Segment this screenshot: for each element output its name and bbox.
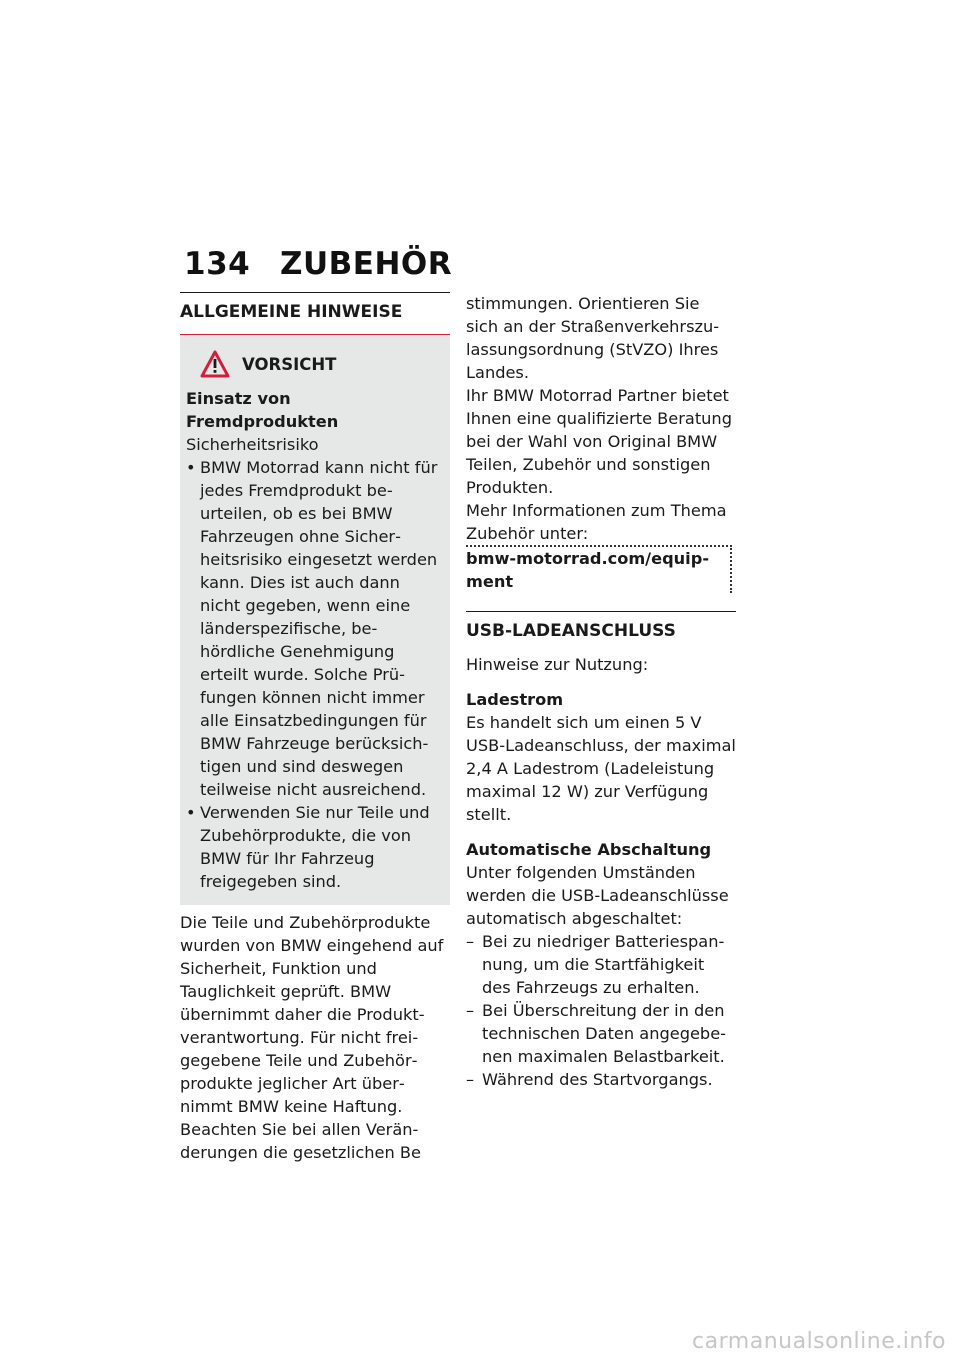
list-item: – Bei zu niedriger Batteriespannung, um die Startfähigkeit des Fahrzeugs zu erhalten.	[466, 930, 736, 999]
caution-box	[180, 334, 450, 905]
section-title-general-notes: ALLGEMEINE HINWEISE	[180, 292, 450, 334]
left-column	[180, 292, 450, 1164]
charging-current-text: Es handelt sich um einen 5 V USB-Ladeanschluss, der maximal 2,4 A Ladestrom (Ladeleistung maximal 12 W) zur Verfügung stellt.	[466, 713, 736, 824]
caution-bullets	[186, 456, 442, 893]
watermark: carmanualsonline.info	[692, 1329, 946, 1354]
paragraph-regulations-end: stimmungen. Orientieren Sie sich an der Straßenverkehrszulassungsordnung (StVZO) Ihres Landes.	[466, 294, 720, 382]
chapter-title: ZUBEHÖR	[280, 246, 453, 282]
page-header	[184, 244, 452, 284]
auto-shutoff-title: Automatische Abschaltung	[466, 840, 712, 859]
caution-risk: Sicherheitsrisiko	[186, 435, 319, 454]
paragraph-partner: Ihr BMW Motorrad Partner bietet Ihnen eine qualifizierte Beratung bei der Wahl von Original BMW Teilen, Zubehör und sonstigen Produkten.	[466, 386, 732, 497]
caution-heading: Einsatz von Fremdprodukten	[186, 389, 339, 431]
paragraph-regulations-start: Beachten Sie bei allen Veränderungen die gesetzlichen Be	[180, 1120, 421, 1162]
paragraph-approval: Die Teile und Zubehörprodukte wurden von BMW eingehend auf Sicherheit, Funktion und Tauglichkeit geprüft. BMW übernimmt daher die Produktverantwortung. Für nicht freigegebene Teile und Zubehörprodukte jeglicher Art übernimmt BMW keine Haftung.	[180, 913, 444, 1116]
section-title-usb: USB-LADEANSCHLUSS	[466, 611, 736, 653]
list-item: – Bei Überschreitung der in den technischen Daten angegebenen maximalen Belastbarkeit.	[466, 999, 736, 1068]
list-item: • BMW Motorrad kann nicht für jedes Fremdprodukt beurteilen, ob es bei BMW Fahrzeugen ohne Sicherheitsrisiko eingesetzt werden kann. Dies ist auch dann nicht gegeben, wenn eine länderspezifische, behördliche Genehmigung erteilt wurde. Solche Prüfungen können nicht immer alle Einsatzbedingungen für BMW Fahrzeuge berücksichtigen und sind deswegen teilweise nicht ausreichend.	[186, 456, 442, 801]
warning-triangle-icon	[200, 350, 230, 378]
general-body-continued	[466, 292, 736, 593]
caution-title	[200, 349, 442, 379]
accessory-link[interactable]	[466, 545, 732, 593]
right-column	[466, 292, 736, 1091]
auto-shutoff-list	[466, 930, 736, 1091]
accessory-link-text[interactable]: bmw-motorrad.com/equipment	[466, 549, 710, 591]
paragraph-more-info: Mehr Informationen zum Thema Zubehör unter:	[466, 501, 727, 543]
list-item: • Verwenden Sie nur Teile und Zubehörprodukte, die von BMW für Ihr Fahrzeug freigegeben sind.	[186, 801, 442, 893]
general-body	[180, 911, 450, 1164]
charging-current-title: Ladestrom	[466, 690, 564, 709]
list-item: – Während des Startvorgangs.	[466, 1068, 736, 1091]
page-number: 134	[184, 246, 251, 282]
usb-intro: Hinweise zur Nutzung:	[466, 655, 649, 674]
caution-label: VORSICHT	[242, 354, 337, 374]
auto-shutoff-text: Unter folgenden Umständen werden die USB-Ladeanschlüsse automatisch abgeschaltet:	[466, 863, 729, 928]
